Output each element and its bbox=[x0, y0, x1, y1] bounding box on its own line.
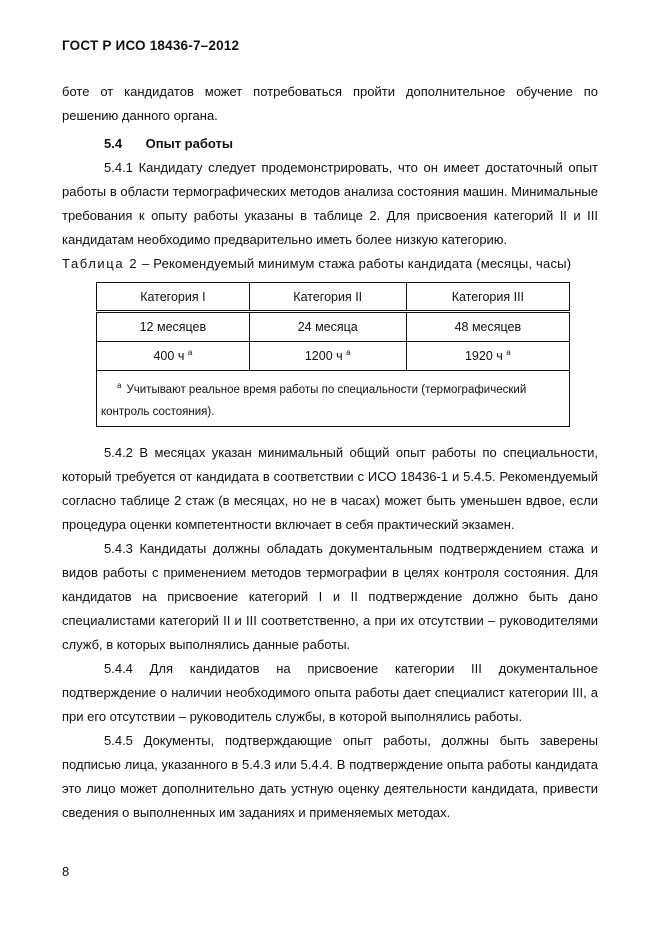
paragraph-5-4-1: 5.4.1 Кандидату следует продемонстрировать, что он имеет достаточный опыт работы в области термографических методов анализа состояния машин. Минимальные требования к опыту работы указаны в таблице 2. Для присвоения категорий II и III кандидатам необходимо предварительно иметь более низкую категорию. bbox=[62, 160, 598, 247]
table-caption-label: Таблица 2 bbox=[62, 256, 139, 271]
table-header-cell: Категория I bbox=[97, 283, 250, 312]
footnote-ref: a bbox=[187, 347, 193, 357]
table-cell-value: 1920 ч bbox=[464, 349, 503, 363]
table-row-months bbox=[97, 312, 570, 342]
table-caption-text: – Рекомендуемый минимум стажа работы кандидата (месяцы, часы) bbox=[138, 256, 572, 271]
table-cell: 48 месяцев bbox=[406, 312, 569, 342]
table-header-row bbox=[97, 283, 570, 312]
footnote-mark: a bbox=[117, 381, 122, 390]
section-heading bbox=[104, 132, 598, 156]
section-title: Опыт работы bbox=[145, 136, 233, 151]
table-footnote bbox=[97, 371, 570, 427]
footnote-ref: a bbox=[346, 347, 351, 357]
page-number: 8 bbox=[62, 864, 70, 879]
document-header: ГОСТ Р ИСО 18436-7–2012 bbox=[62, 38, 240, 53]
paragraph-5-4-3: 5.4.3 Кандидаты должны обладать документальным подтверждением стажа и видов работы с применением методов термографии в целях контроля состояния. Для кандидатов на присвоение категорий I и II подтверждение должно быть дано специалистами категорий II и III соответственно, а при их отсутствии – руководителями служб, в которых выполнялись данные работы. bbox=[62, 540, 598, 652]
section-number: 5.4 bbox=[104, 136, 123, 151]
paragraph-continuation: боте от кандидатов может потребоваться пройти дополнительное обучение по решению данного органа. bbox=[62, 84, 598, 123]
table-footnote-row bbox=[97, 371, 570, 427]
table-cell bbox=[97, 342, 250, 371]
table-cell-value: 1200 ч bbox=[304, 349, 343, 363]
table-header-cell: Категория III bbox=[406, 283, 569, 312]
experience-table bbox=[96, 282, 570, 427]
table-cell: 24 месяца bbox=[249, 312, 406, 342]
paragraph-5-4-2: 5.4.2 В месяцах указан минимальный общий опыт работы по специальности, который требуется от кандидата в соответствии с ИСО 18436-1 и 5.4.5. Рекомендуемый согласно таблице 2 стаж (в месяцах, но не в часах) может быть уменьшен вдвое, если процедура оценки компетентности включает в себя практический экзамен. bbox=[62, 444, 598, 532]
table-caption bbox=[62, 252, 598, 276]
paragraph-5-4-5: 5.4.5 Документы, подтверждающие опыт работы, должны быть заверены подписью лица, указанного в 5.4.3 или 5.4.4. В подтверждение опыта работы кандидата это лицо может дополнительно дать устную оценку деятельности кандидата, привести сведения о выполненных им заданиях и применяемых методах. bbox=[62, 732, 598, 820]
page-content bbox=[62, 80, 598, 825]
table-header-cell: Категория II bbox=[249, 283, 406, 312]
table-cell-value: 400 ч bbox=[153, 349, 185, 363]
table-cell: 12 месяцев bbox=[97, 312, 250, 342]
table-cell bbox=[249, 342, 406, 371]
table-row-hours bbox=[97, 342, 570, 371]
footnote-text: Учитывают реальное время работы по специальности (термографический контроль состояния). bbox=[101, 383, 527, 418]
body-after-table bbox=[62, 441, 598, 825]
footnote-ref: a bbox=[506, 347, 511, 357]
table-cell bbox=[406, 342, 569, 371]
paragraph-5-4-4: 5.4.4 Для кандидатов на присвоение категории III документальное подтверждение о наличии необходимого опыта работы дает специалист категории III, а при его отсутствии – руководитель службы, в которой выполнялись работы. bbox=[62, 660, 598, 724]
